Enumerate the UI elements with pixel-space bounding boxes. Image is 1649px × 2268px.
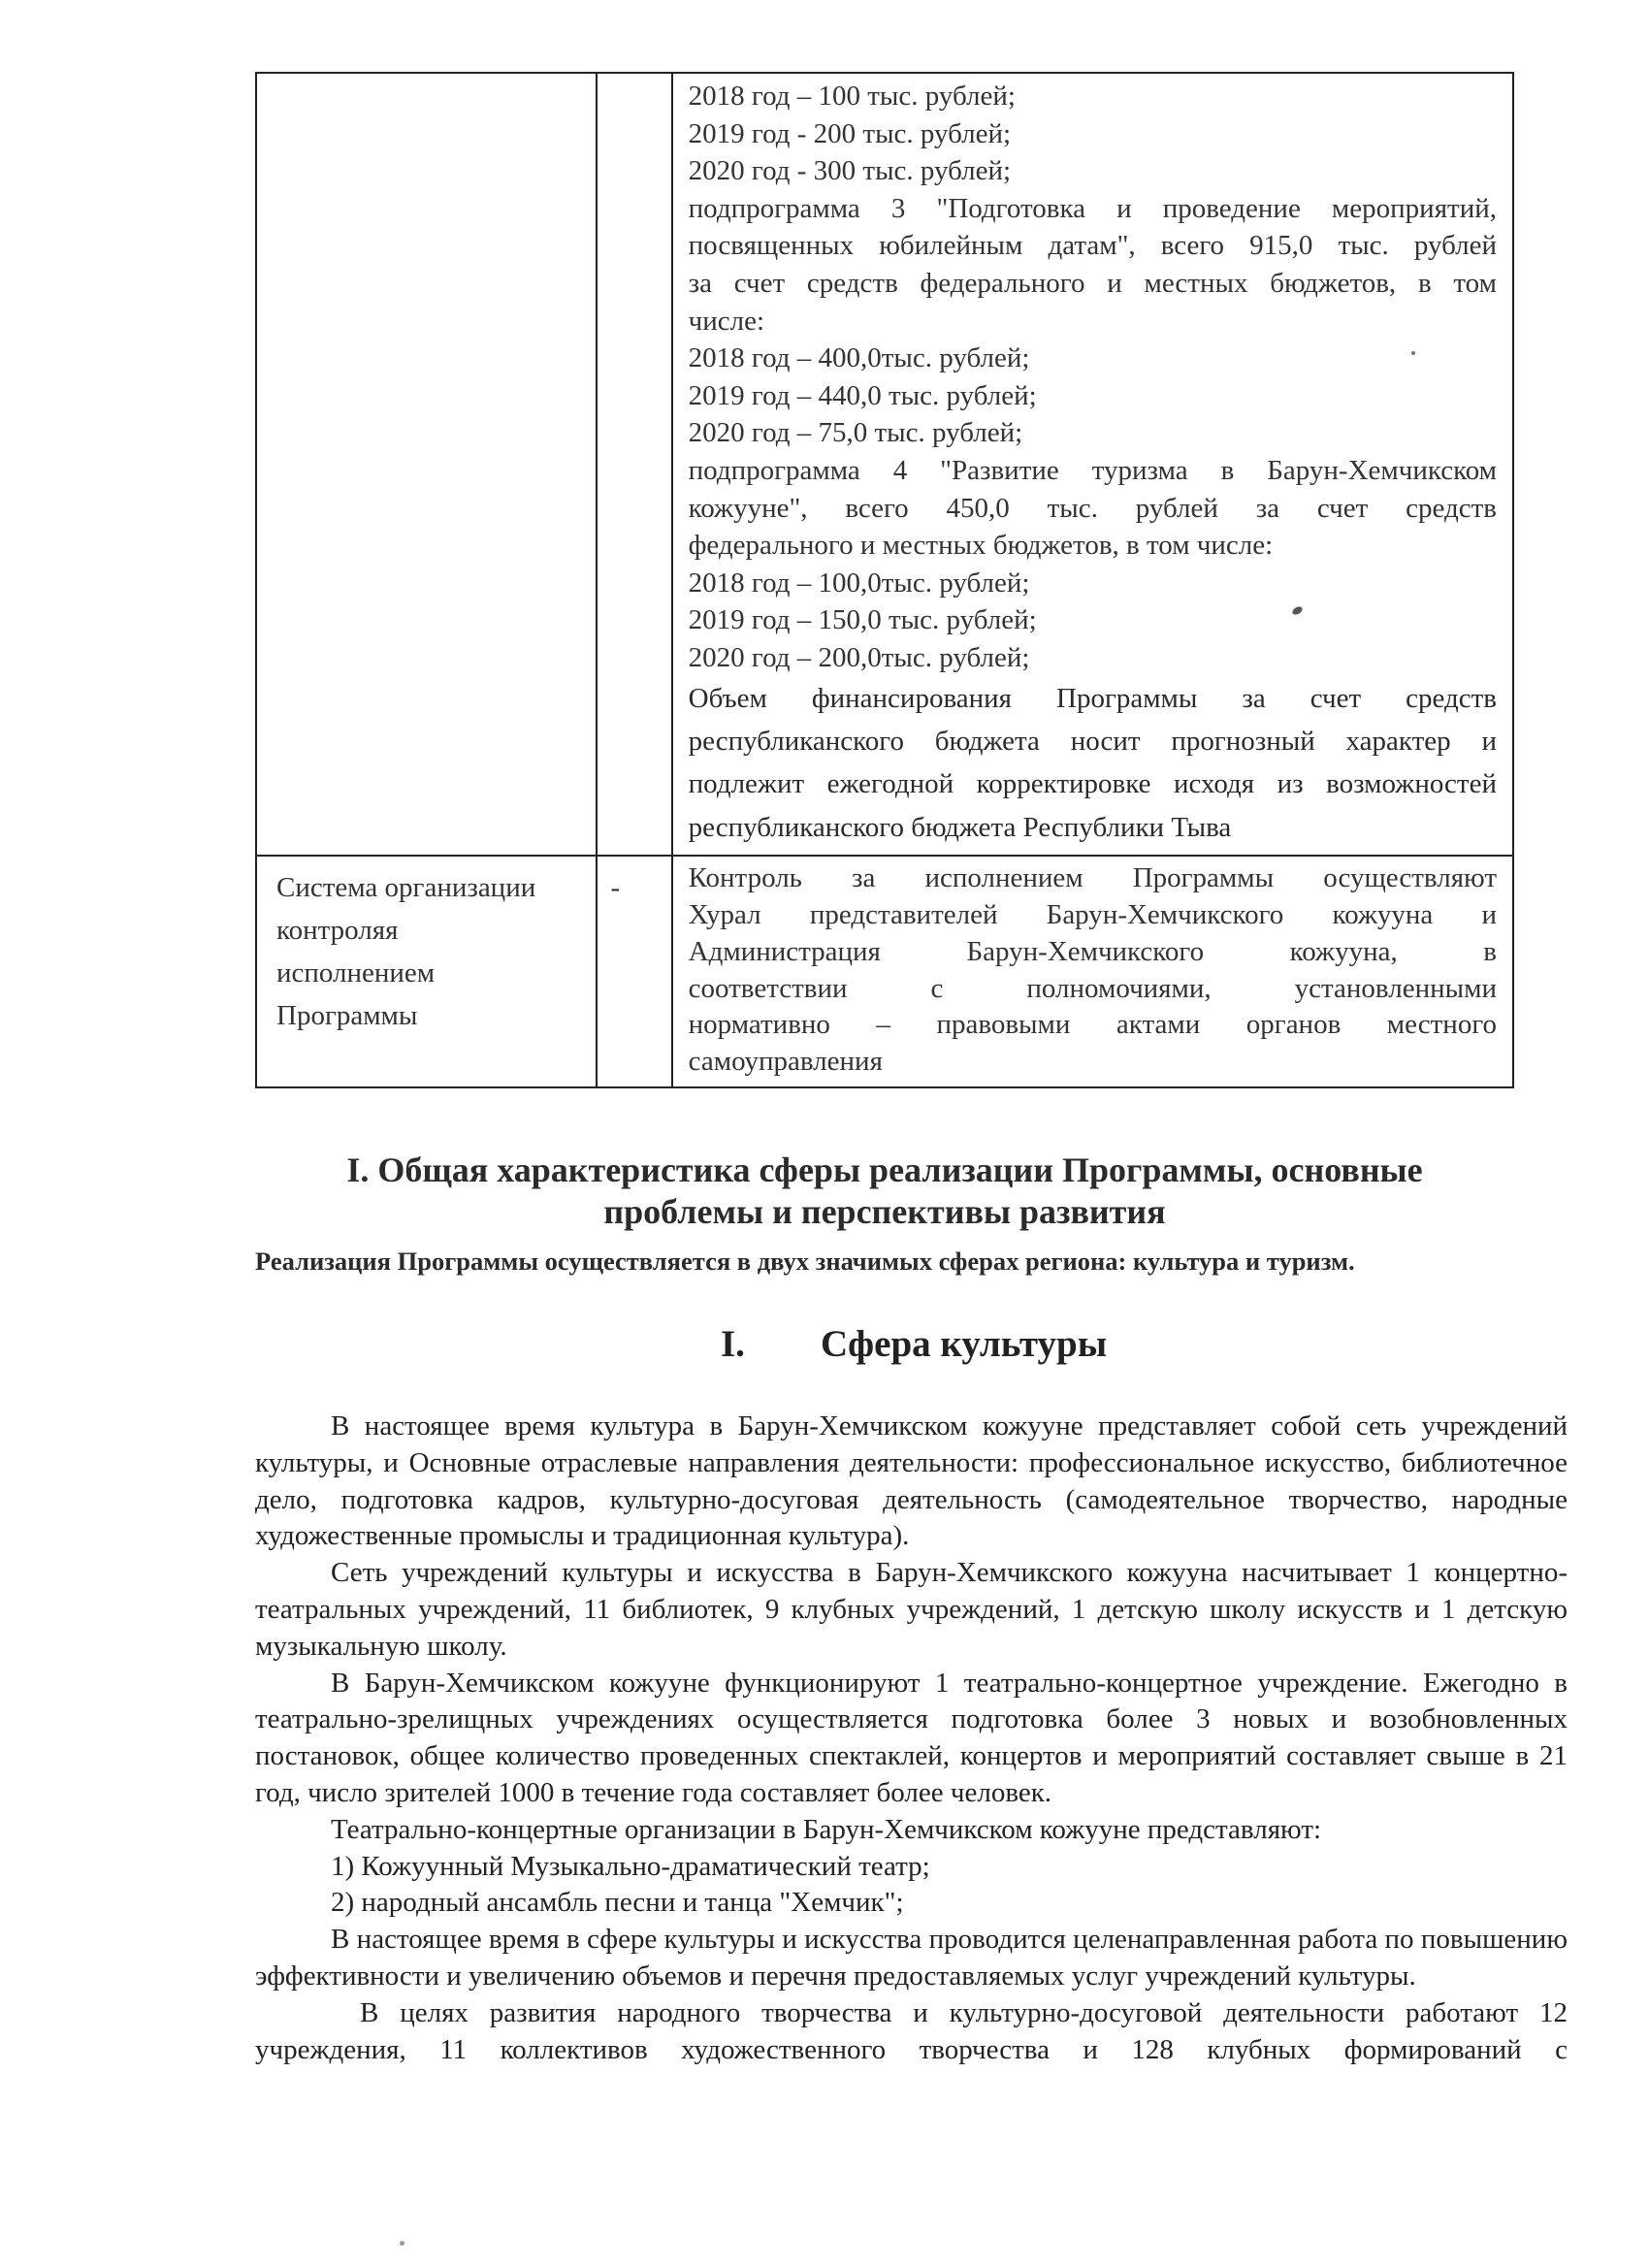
section-title-line: I. Общая характеристика сферы реализации Программы, основные [346, 1150, 1423, 1189]
control-text [673, 857, 1512, 1086]
table-cell-label [256, 73, 597, 856]
funding-line: 2018 год – 100,0тыс. рублей; [688, 567, 1030, 599]
funding-line: 2020 год – 200,0тыс. рублей; [688, 641, 1030, 673]
control-line: нормативно – правовыми актами органов местного [688, 1009, 1497, 1041]
funding-line: 2019 год – 150,0 тыс. рублей; [688, 604, 1037, 636]
list-item: 2) народный ансамбль песни и танца "Хемчик"; [331, 1887, 904, 1919]
funding-text [673, 74, 1512, 855]
funding-line: числе: [688, 305, 765, 337]
control-line: соответствии с полномочиями, установленными [688, 972, 1497, 1004]
scan-speck [400, 2241, 404, 2246]
control-line: самоуправления [688, 1046, 883, 1078]
control-line: Контроль за исполнением Программы осуществляют [688, 862, 1497, 894]
funding-line: за счет средств федерального и местных бюджетов, в том [688, 267, 1497, 299]
label-line: исполнением [276, 957, 436, 989]
section-title [255, 1150, 1514, 1233]
paragraph: В Барун-Хемчикском кожууне функционируют 1 театрально-концертное учреждение. Ежегодно в театрально-зрелищных учреждениях осуществляется подготовка более 3 новых и возобновленных постановок, общее количество проведенных спектаклей, концертов и мероприятий составляет свыше в 21 год, число зрителей 1000 в течение года составляет более человек. [255, 1667, 1568, 1808]
paragraph: Сеть учреждений культуры и искусства в Барун-Хемчикского кожууна насчитывает 1 концертно-театральных учреждений, 11 библиотек, 9 клубных учреждений, 1 детскую школу искусств и 1 детскую музыкальную школу. [255, 1557, 1568, 1662]
subsection-heading [0, 1321, 1649, 1370]
paragraph: Театрально-концертные организации в Барун-Хемчикском кожууне представляют: [331, 1813, 1322, 1845]
label-line: Система организации [276, 872, 536, 904]
funding-line: 2020 год - 300 тыс. рублей; [688, 155, 1012, 187]
section-subtitle: Реализация Программы осуществляется в двух значимых сферах региона: культура и туризм. [255, 1247, 1355, 1276]
table-cell-dash [597, 73, 672, 856]
body-text [255, 1409, 1568, 2068]
control-line: Хурал представителей Барун-Хемчикского кожууна и [688, 898, 1497, 930]
table-cell-dash [597, 856, 672, 1087]
paragraph: В настоящее время в сфере культуры и искусства проводится целенаправленная работа по повышению эффективности и увеличению объемов и перечня предоставляемых услуг учреждений культуры. [255, 1924, 1568, 1992]
funding-line: 2018 год – 100 тыс. рублей; [688, 81, 1016, 112]
section-title-line: проблемы и перспективы развития [603, 1192, 1166, 1231]
table-row [256, 856, 1513, 1087]
control-line: Администрация Барун-Хемчикского кожууна, в [688, 935, 1497, 967]
table-cell-label [256, 856, 597, 1087]
funding-line: 2018 год – 400,0тыс. рублей; [688, 342, 1030, 374]
subsection-title: Сфера культуры [821, 1323, 1108, 1365]
table-row [256, 73, 1513, 856]
funding-note: Объем финансирования Программы за счет средств республиканского бюджета носит прогнозный характер и подлежит ежегодной корректировке исходя из возможностей республиканского бюджета Республики Тыва [688, 682, 1497, 843]
subsection-number: I. [721, 1323, 745, 1365]
paragraph: В настоящее время культура в Барун-Хемчикском кожууне представляет собой сеть учреждений культуры, и Основные отраслевые направления деятельности: профессиональное искусство, библиотечное дело, подготовка кадров, культурно-досуговая деятельность (самодеятельное творчество, народные художественные промыслы и традиционная культура). [255, 1410, 1568, 1552]
program-passport-table [255, 72, 1514, 1088]
funding-line: федерального и местных бюджетов, в том числе: [688, 530, 1274, 562]
label-line: контроляя [276, 915, 399, 947]
control-system-label [257, 857, 596, 1037]
label-line: Программы [276, 1000, 418, 1032]
funding-line: подпрограмма 3 "Подготовка и проведение мероприятий, [688, 192, 1497, 224]
dash-mark: - [610, 872, 621, 904]
scan-speck [1411, 351, 1415, 355]
funding-line: подпрограмма 4 "Развитие туризма в Барун-Хемчикском [688, 454, 1497, 486]
funding-line: 2019 год – 440,0 тыс. рублей; [688, 379, 1037, 411]
list-item: 1) Кожуунный Музыкально-драматический театр; [331, 1850, 930, 1882]
table-cell-content [672, 73, 1513, 856]
funding-line: посвященных юбилейным датам", всего 915,0 тыс. рублей [688, 230, 1497, 262]
funding-line: кожууне", всего 450,0 тыс. рублей за счет средств [688, 492, 1497, 524]
table-cell-content [672, 856, 1513, 1087]
funding-line: 2019 год - 200 тыс. рублей; [688, 117, 1012, 149]
funding-line: 2020 год – 75,0 тыс. рублей; [688, 417, 1023, 449]
paragraph: В целях развития народного творчества и культурно-досуговой деятельности работают 12 учреждения, 11 коллективов художественного творчества и 128 клубных формирований с [255, 1996, 1568, 2065]
